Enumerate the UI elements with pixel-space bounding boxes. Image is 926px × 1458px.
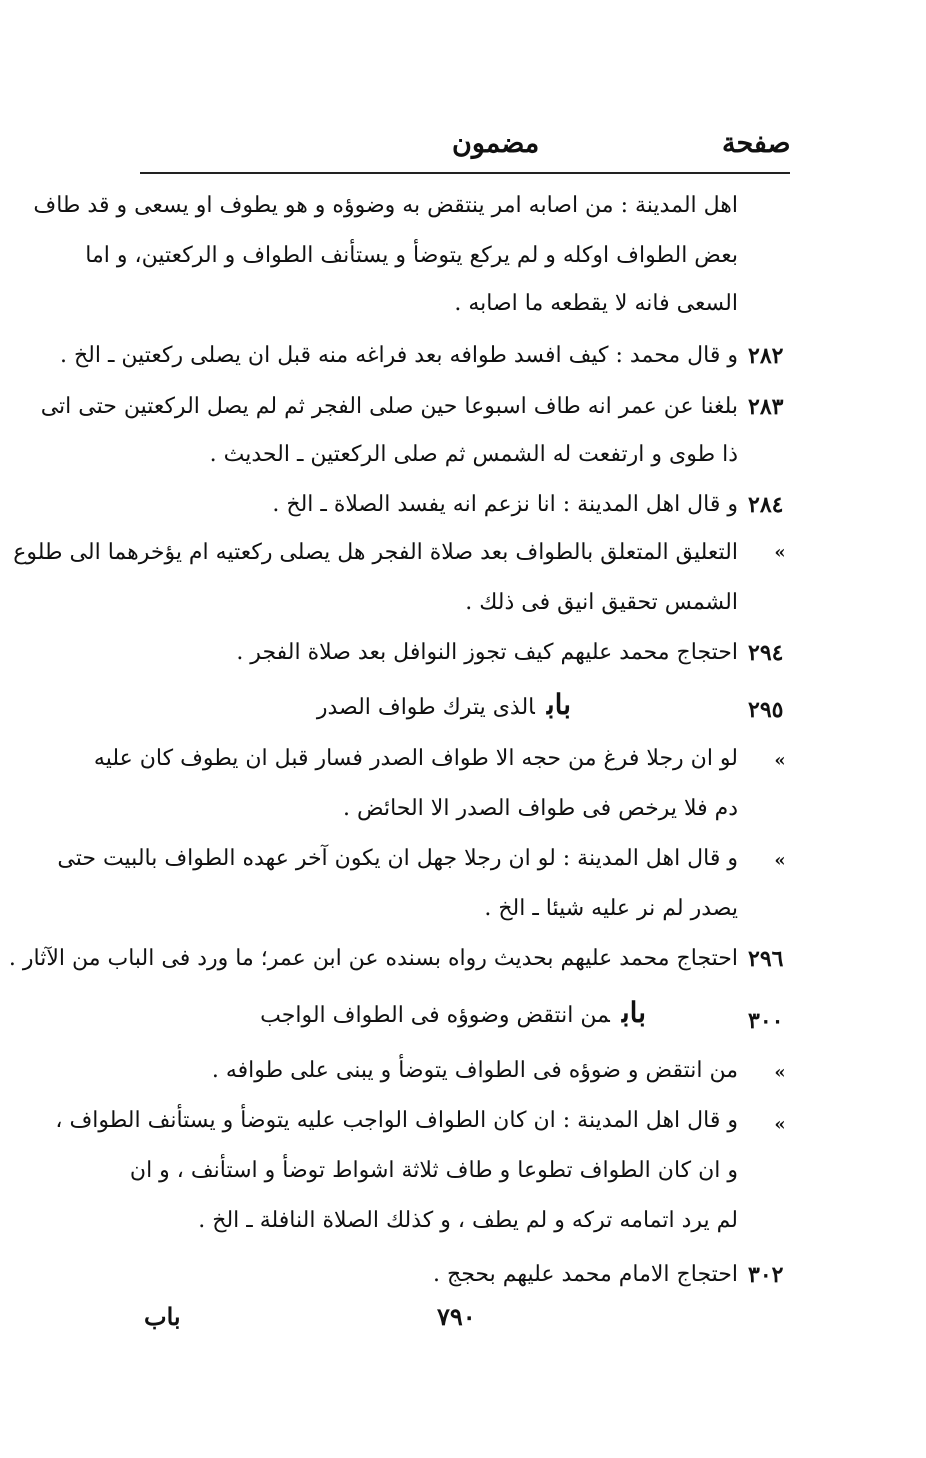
entry-line: التعليق المتعلق بالطواف بعد صلاة الفجر هل يصلى ركعتيه ام يؤخرهما الى طلوع [13,540,738,565]
entry-line: و قال اهل المدينة : ان كان الطواف الواجب عليه يتوضأ و يستأنف الطواف ، [55,1108,738,1133]
entry-line: و ان كان الطواف تطوعا و طاف ثلاثة اشواط توضأ و استأنف ، و ان [129,1158,738,1183]
intro-line-1: اهل المدينة : من اصابه امر ينتقض به وضوؤه و هو يطوف او يسعى و قد طاف [33,193,738,218]
entry-line: دم فلا يرخص فى طواف الصدر الا الحائض . [343,796,738,821]
chapter-word: باب [621,996,646,1029]
ditto-mark: « [774,542,786,563]
entry-line: و قال محمد : كيف افسد طوافه بعد فراغه منه قبل ان يصلى ركعتين ـ الخ . [59,343,738,368]
entry-line: الشمس تحقيق انيق فى ذلك . [465,590,738,615]
ditto-mark: « [774,750,786,771]
entry-line: لو ان رجلا فرغ من حجه الا طواف الصدر فسار قبل ان يطوف كان عليه [93,746,738,771]
chapter-title: الذى يترك طواف الصدر [316,695,535,720]
chapter-number: ٢٩٥ [748,697,784,723]
entry-line: من انتقض و ضوؤه فى الطواف يتوضأ و يبنى على طوافه . [211,1058,738,1083]
entry-number: ٣٠٢ [748,1262,784,1288]
entry-line: احتجاج محمد عليهم كيف تجوز النوافل بعد صلاة الفجر . [236,640,738,665]
chapter-title: من انتقض وضوؤه فى الطواف الواجب [260,1003,610,1028]
entry-line: احتجاج الامام محمد عليهم بحجج . [433,1262,738,1287]
entry-number: ٢٩٤ [748,640,784,666]
entry-number: ٢٨٢ [748,343,784,369]
entry-line: يصدر لم نر عليه شيئا ـ الخ . [484,896,738,921]
entry-number: ٢٩٦ [748,946,784,972]
ditto-mark: « [774,1062,786,1083]
intro-line-2: بعض الطواف اوكله و لم يركع يتوضأ و يستأنف الطواف و الركعتين، و اما [85,243,738,268]
chapter-number: ٣٠٠ [748,1008,784,1034]
chapter-heading [260,996,646,1029]
entry-number: ٢٨٣ [748,394,784,420]
ditto-mark: « [774,1114,786,1135]
catchword: باب [144,1302,181,1331]
page-column-heading: صفحة [722,128,791,159]
entry-line: و قال اهل المدينة : لو ان رجلا جهل ان يكون آخر عهده الطواف بالبيت حتى [57,846,738,871]
entry-line: لم يرد اتمامه تركه و لم يطف ، و كذلك الصلاة النافلة ـ الخ . [198,1208,738,1233]
page-number: ٧٩٠ [437,1302,476,1331]
entry-line: بلغنا عن عمر انه طاف اسبوعا حين صلى الفجر ثم لم يصل الركعتين حتى اتى [40,394,738,419]
content-column-heading: مضمون [452,128,540,159]
intro-line-3: السعى فانه لا يقطعه ما اصابه . [454,291,738,316]
entry-number: ٢٨٤ [748,492,784,518]
header-rule [140,172,790,174]
chapter-word: باب [546,688,571,721]
entry-line: و قال اهل المدينة : انا نزعم انه يفسد الصلاة ـ الخ . [272,492,738,517]
chapter-heading [317,688,571,721]
ditto-mark: « [774,850,786,871]
entry-line: ذا طوى و ارتفعت له الشمس ثم صلى الركعتين ـ الحديث . [209,442,738,467]
entry-line: احتجاج محمد عليهم بحديث رواه بسنده عن ابن عمر؛ ما ورد فى الباب من الآثار . [8,946,738,971]
